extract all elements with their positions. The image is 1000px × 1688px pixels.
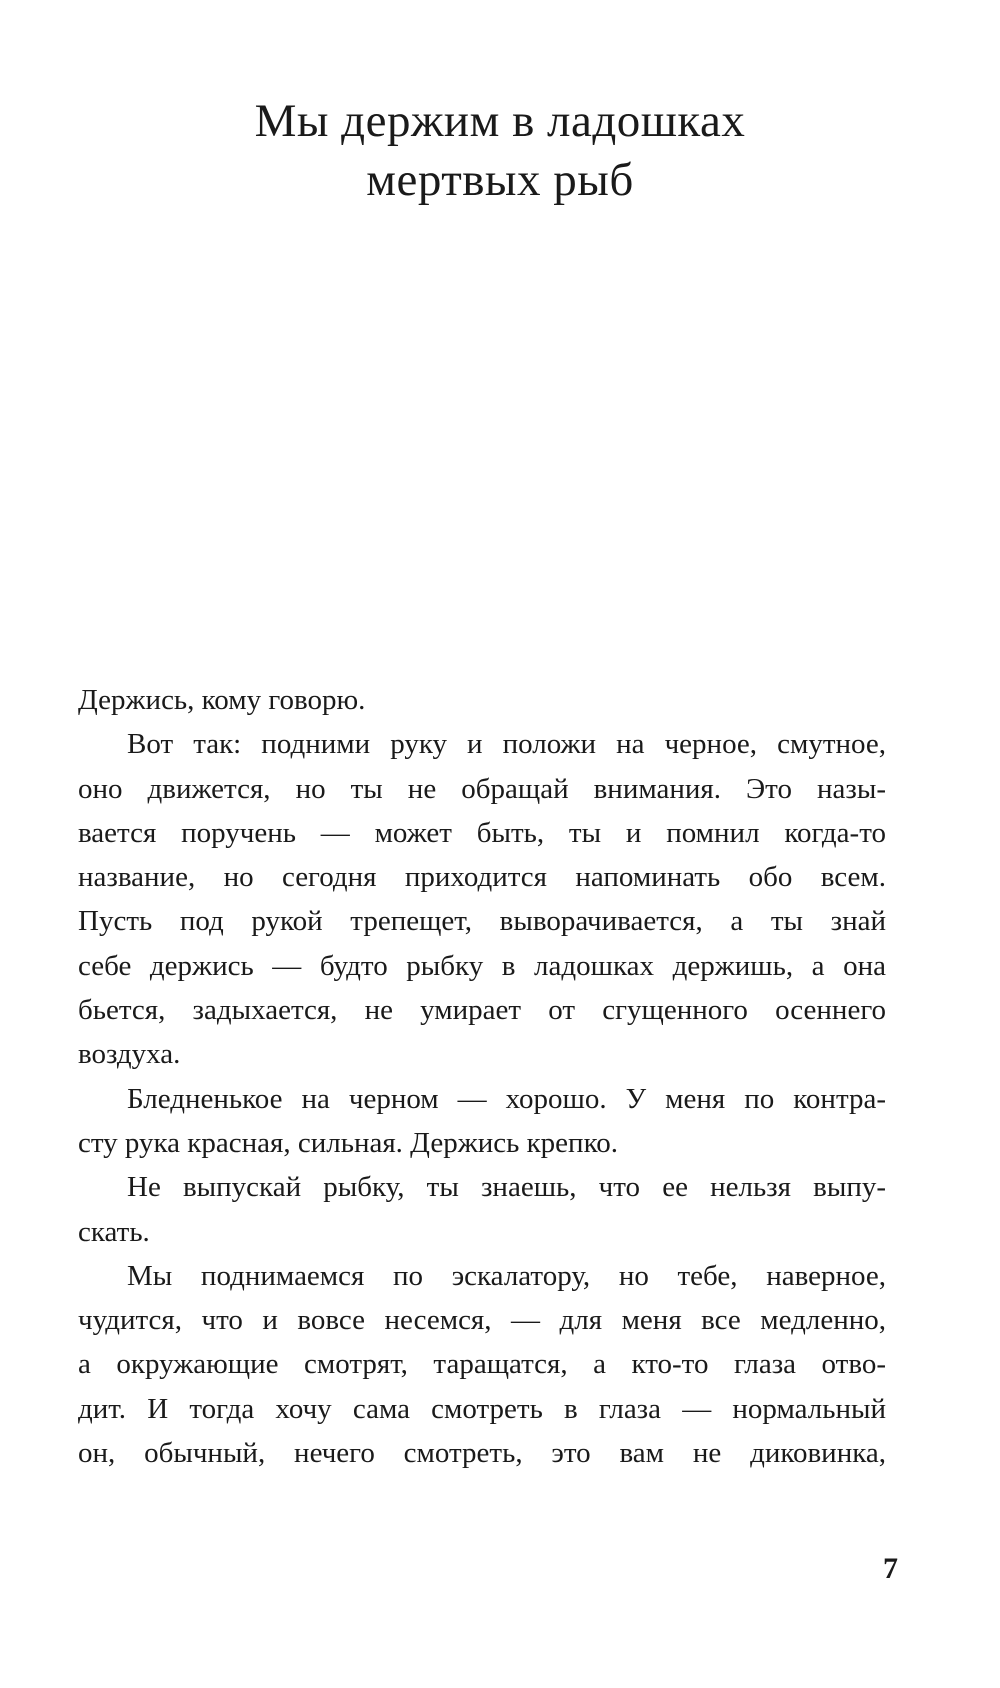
text-line: Бледненькое на черном — хорошо. У меня по контра- bbox=[127, 1082, 886, 1115]
page-number: 7 bbox=[883, 1552, 898, 1585]
text-line: вается поручень — может быть, ты и помнил когда-то bbox=[78, 816, 886, 849]
text-line: сту рука красная, сильная. Держись крепко. bbox=[78, 1126, 618, 1159]
text-line: скать. bbox=[78, 1215, 150, 1248]
text-line: название, но сегодня приходится напоминать обо всем. bbox=[78, 861, 886, 894]
text-line: себе держись — будто рыбку в ладошках держишь, а она bbox=[78, 949, 886, 982]
text-line: дит. И тогда хочу сама смотреть в глаза — нормальный bbox=[78, 1392, 886, 1425]
text-line: бьется, задыхается, не умирает от сгущенного осеннего bbox=[78, 994, 886, 1027]
text-line: Не выпускай рыбку, ты знаешь, что ее нельзя выпу- bbox=[127, 1171, 886, 1204]
text-line: Вот так: подними руку и положи на черное, смутное, bbox=[127, 728, 886, 761]
chapter-title-line: мертвых рыб bbox=[366, 154, 634, 206]
text-line: а окружающие смотрят, таращатся, а кто-то глаза отво- bbox=[78, 1348, 886, 1381]
text-line: Держись, кому говорю. bbox=[78, 684, 366, 716]
text-line: он, обычный, нечего смотреть, это вам не диковинка, bbox=[78, 1437, 886, 1470]
text-line: Пусть под рукой трепещет, выворачивается, а ты знай bbox=[78, 905, 886, 938]
chapter-title-line: Мы держим в ладошках bbox=[254, 95, 746, 147]
text-line: воздуха. bbox=[78, 1038, 181, 1071]
chapter-title bbox=[0, 92, 1000, 210]
text-line: чудится, что и вовсе несемся, — для меня все медленно, bbox=[78, 1304, 886, 1337]
text-line: Мы поднимаемся по эскалатору, но тебе, наверное, bbox=[127, 1259, 886, 1292]
text-line: оно движется, но ты не обращай внимания. Это назы- bbox=[78, 772, 886, 805]
body-text bbox=[78, 678, 886, 1475]
